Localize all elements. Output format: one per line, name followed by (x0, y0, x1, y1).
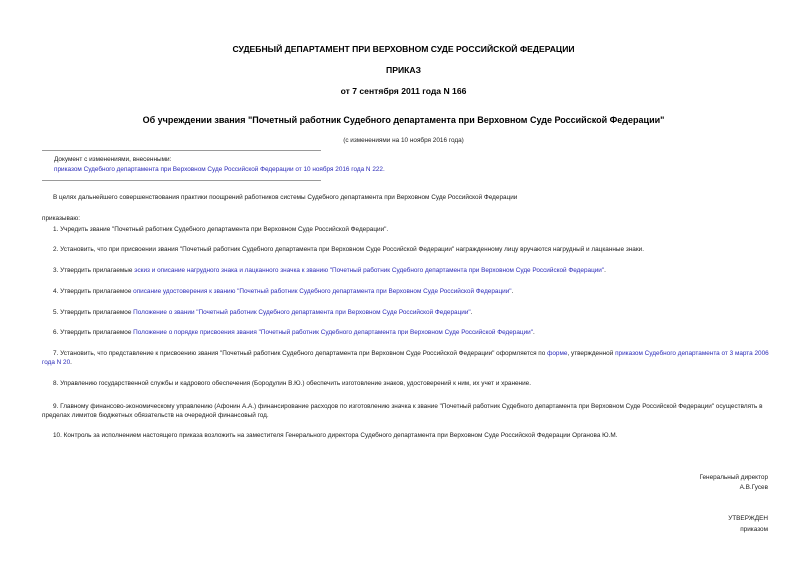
item-7-middle: , утвержденной (567, 350, 616, 357)
signature-name: А.В.Гусев (739, 484, 768, 491)
amendments-bottom-rule (42, 180, 321, 181)
item-5-prefix: 5. Утвердить прилагаемое (53, 309, 134, 316)
item-6-suffix: . (532, 329, 535, 336)
item-3-suffix: . (604, 267, 606, 274)
item-3 (42, 267, 777, 274)
item-4 (42, 288, 777, 295)
item-7 (42, 349, 777, 367)
item-6-prefix: 6. Утвердить прилагаемое (53, 329, 134, 336)
approved-label: УТВЕРЖДЕН (728, 515, 768, 522)
department-heading: СУДЕБНЫЙ ДЕПАРТАМЕНТ ПРИ ВЕРХОВНОМ СУДЕ РОССИЙСКОЙ ФЕДЕРАЦИИ (232, 44, 575, 54)
item-1: 1. Учредить звание "Почетный работник Судебного департамента при Верховном Суде Российской Федерации". (53, 226, 389, 233)
item-5-link[interactable]: Положение о звании "Почетный работник Судебного департамента при Верховном Суде Российской Федерации" (133, 309, 471, 316)
item-4-prefix: 4. Утвердить прилагаемое (53, 288, 134, 295)
preamble: В целях дальнейшего совершенствования практики поощрений работников системы Судебного департамента при Верховном Суде Российской Федерации (53, 194, 518, 201)
item-2: 2. Установить, что при присвоении звания "Почетный работник Судебного департамента при Верховном Суде Российской Федерации" награжденному лицу вручаются нагрудный и лацканные знаки. (53, 246, 644, 253)
signature-position: Генеральный директор (699, 474, 768, 481)
doc-title: Об учреждении звания "Почетный работник Судебного департамента при Верховном Суде Российской Федерации" (142, 115, 665, 125)
item-10: 10. Контроль за исполнением настоящего приказа возложить на заместителя Генерального директора Судебного департамента при Верховном Суде Российской Федерации Органова Ю.М. (53, 432, 618, 439)
approved-by: приказом (740, 526, 768, 533)
item-5 (42, 309, 777, 316)
item-9: 9. Главному финансово-экономическому управлению (Афонин А.А.) финансирование расходов по изготовлению значка к звание "Почетный работник Судебного департамента при Верховном Суде Российской Федерации" осуществлять в пределах лимитов бюджетных обязательств на очередной финансовый год. (42, 403, 763, 419)
order-word: приказываю: (42, 215, 80, 222)
item-7-prefix: 7. Установить, что представление к присвоению звания "Почетный работник Судебного департамента при Верховном Суде Российской Федерации" оформляется по (53, 350, 548, 357)
item-5-suffix: . (470, 309, 473, 316)
amendments-top-rule (42, 150, 321, 151)
item-3-prefix: 3. Утвердить прилагаемые (53, 267, 135, 274)
item-7-suffix: . (70, 359, 72, 366)
changes-note: (с изменениями на 10 ноября 2016 года) (343, 137, 464, 144)
doc-type-heading: ПРИКАЗ (386, 65, 421, 75)
item-7-order-link[interactable]: приказом Судебного департамента от 3 марта 2006 года N 20 (42, 350, 769, 366)
item-6-link[interactable]: Положение о порядке присвоения звания "Почетный работник Судебного департамента при Верховном Суде Российской Федерации" (133, 329, 533, 336)
date-number-heading: от 7 сентября 2011 года N 166 (340, 86, 467, 96)
item-3-link[interactable]: эскиз и описание нагрудного знака и лацканного значка к званию "Почетный работник Судебного департамента при Верховном Суде Российской Федерации" (134, 267, 605, 274)
item-8: 8. Управлению государственной службы и кадрового обеспечения (Бородулин В.Ю.) обеспечить изготовление знаков, удостоверений к ним, их учет и хранение. (53, 380, 531, 387)
item-4-suffix: . (511, 288, 514, 295)
amendments-intro: Документ с изменениями, внесенными: (54, 156, 172, 163)
amendments-link[interactable]: приказом Судебного департамента при Верховном Суде Российской Федерации от 10 ноября 2016 года N 222. (54, 166, 385, 173)
item-7-form-link[interactable]: форме (547, 350, 568, 357)
item-4-link[interactable]: описание удостоверения к званию "Почетный работник Судебного департамента при Верховном Суде Российской Федерации" (133, 288, 512, 295)
item-6 (42, 329, 777, 336)
